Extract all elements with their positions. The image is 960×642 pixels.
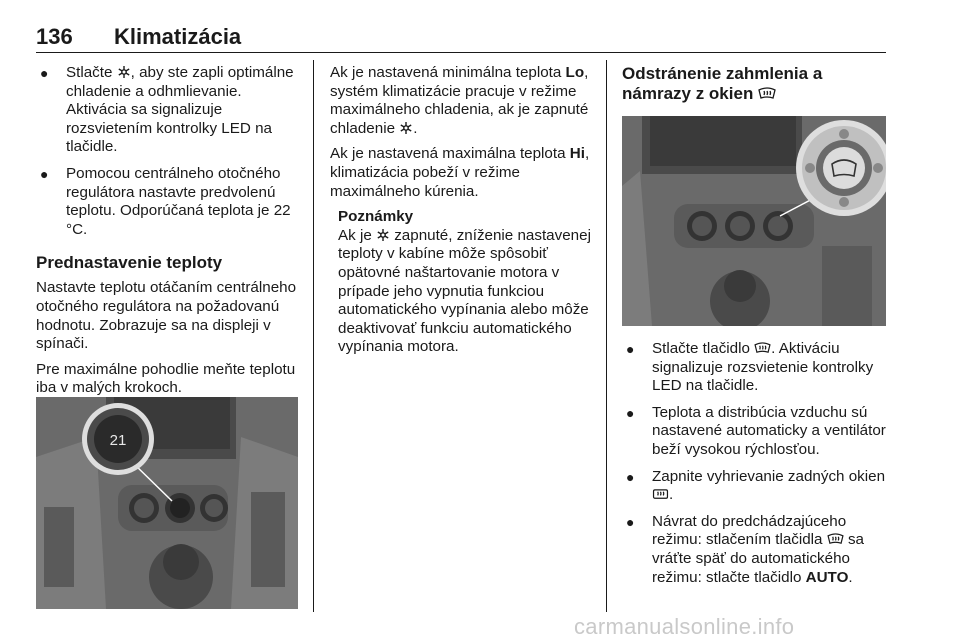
page-title: Klimatizácia bbox=[114, 24, 242, 49]
ac-snowflake-icon bbox=[376, 228, 390, 242]
column-1 bbox=[36, 64, 302, 405]
list-item: ● Stlačte , aby ste zapli optimálne chladenie a odhmlievanie. Aktivácia sa signalizuje rozsvietením kontrolky LED na tlačidle. bbox=[40, 64, 294, 156]
section-heading: Odstránenie zahmlenia a námrazy z okien bbox=[622, 64, 823, 103]
list-item: ● Pomocou centrálneho otočného regulátora nastavte predvolenú teplotu. Odporúčaná teplota je 22 °C. bbox=[40, 164, 291, 238]
list-item: ● Stlačte tlačidlo . Aktiváciu signalizuje rozsvietenie kontrolky LED na tlačidle. bbox=[626, 340, 874, 395]
rear-window-heater-icon bbox=[652, 488, 669, 501]
bullet-icon: ● bbox=[40, 165, 49, 182]
page-number: 136 bbox=[36, 24, 73, 49]
windshield-defrost-icon bbox=[758, 87, 776, 101]
bullet-icon: ● bbox=[626, 341, 635, 357]
bullet-icon: ● bbox=[40, 65, 49, 81]
paragraph: Nastavte teplotu otáčaním centrálneho otočného regulátora na požadovanú hodnotu. Zobrazuje sa na displeji v spínači. bbox=[36, 279, 297, 353]
dashboard-defrost-illustration bbox=[622, 116, 886, 326]
paragraph: Ak je nastavená minimálna teplota Lo, systém klimatizácie pracuje v režime maximálneho chladenia, ak je zapnuté chladenie . bbox=[330, 64, 589, 137]
note-text: Ak je zapnuté, zníženie nastavenej teploty v kabíne môže spôsobiť opätovné naštartovanie motora v prípade jeho vypnutia funkciou automatického vypínania alebo môže deaktivovať funkciu automatického vypínania motora. bbox=[338, 226, 591, 356]
column-2 bbox=[330, 64, 598, 357]
ac-snowflake-icon bbox=[399, 121, 413, 135]
section-heading: Prednastavenie teploty bbox=[36, 253, 223, 273]
paragraph: Pre maximálne pohodlie meňte teplotu iba v malých krokoch. bbox=[36, 360, 296, 397]
page-header bbox=[36, 24, 886, 50]
column-divider-1 bbox=[313, 60, 314, 612]
note-box bbox=[330, 208, 598, 357]
bullet-icon: ● bbox=[626, 404, 635, 421]
column-3-list bbox=[622, 340, 886, 595]
bullet-icon: ● bbox=[626, 468, 635, 485]
header-rule bbox=[36, 52, 886, 53]
bullet-icon: ● bbox=[626, 513, 635, 530]
paragraph: Ak je nastavená maximálna teplota Hi, klimatizácia pobeží v režime maximálneho kúrenia. bbox=[330, 145, 590, 200]
watermark: carmanualsonline.info bbox=[574, 614, 795, 639]
windshield-defrost-icon bbox=[827, 533, 844, 546]
ac-snowflake-icon bbox=[117, 65, 131, 79]
display-temperature: 21 bbox=[109, 432, 127, 449]
list-item: ● Návrat do predchádzajúceho režimu: stlačením tlačidla sa vráťte späť do automatického režimu: stlačte tlačidlo AUTO. bbox=[626, 512, 864, 586]
windshield-defrost-icon bbox=[754, 342, 771, 355]
list-item: ● Zapnite vyhrievanie zadných okien . bbox=[626, 467, 886, 504]
note-heading: Poznámky bbox=[338, 208, 414, 226]
climate-control-figure bbox=[36, 397, 298, 609]
defrost-figure bbox=[622, 116, 886, 326]
column-divider-2 bbox=[606, 60, 607, 612]
dashboard-illustration bbox=[36, 397, 298, 609]
list-item: ● Teplota a distribúcia vzduchu sú nastavené automaticky a ventilátor beží vysokou rýchlosťou. bbox=[626, 403, 886, 458]
column-3 bbox=[622, 64, 886, 112]
